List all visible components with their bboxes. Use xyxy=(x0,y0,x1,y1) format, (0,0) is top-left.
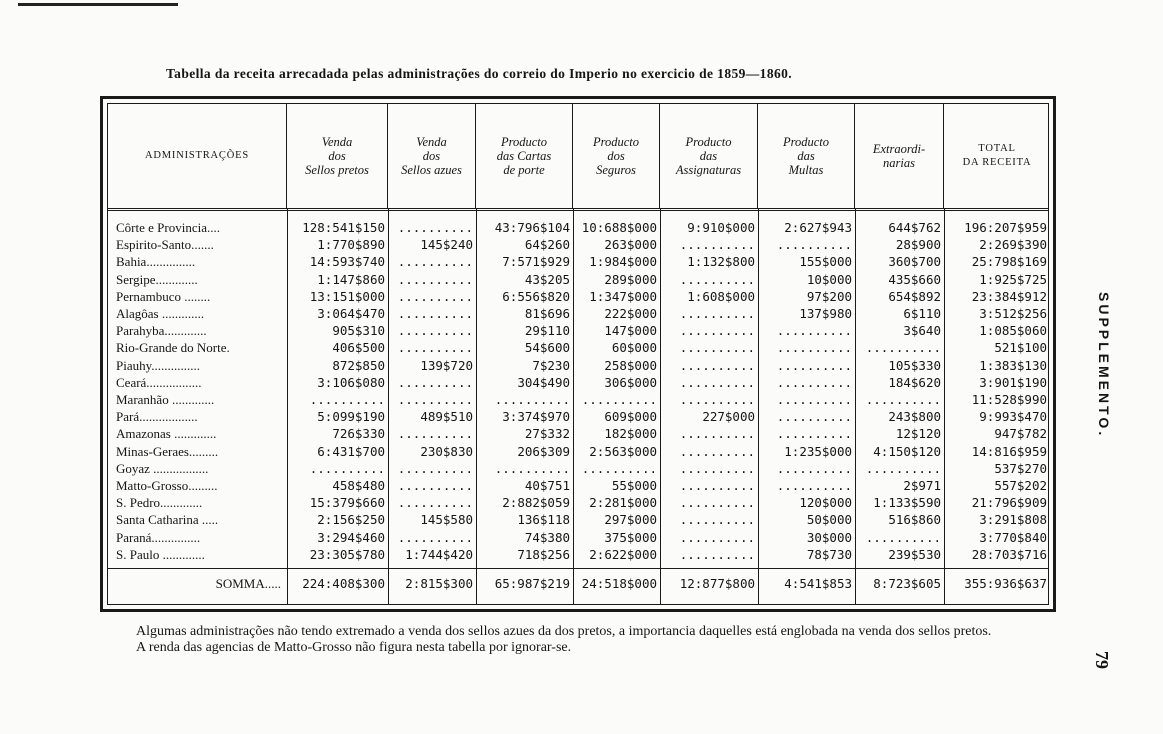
table-row xyxy=(108,340,1048,355)
table-row xyxy=(108,392,1048,407)
cell-extraordinarias: 3$640 xyxy=(903,323,941,339)
cell-total-receita: 21:796$909 xyxy=(971,495,1047,511)
cell-producto-multas: 97$200 xyxy=(806,288,852,304)
cell-total-receita: 521$100 xyxy=(994,340,1047,356)
cell-producto-multas: .......... xyxy=(776,392,852,407)
cell-total-receita: 1:925$725 xyxy=(979,271,1047,287)
cell-producto-assignaturas: 9:910$000 xyxy=(687,220,755,235)
cell-producto-seguros: 1:984$000 xyxy=(589,254,657,270)
page-title: Tabella da receita arrecadada pelas administrações do correio do Imperio no exercicio de 1859—1860. xyxy=(166,66,793,81)
cell-total-receita: 1:085$060 xyxy=(979,323,1047,339)
cell-administracoes: Ceará................. xyxy=(116,374,202,390)
cell-producto-multas: .......... xyxy=(776,357,852,373)
cell-administracoes: Pará.................. xyxy=(116,409,198,425)
header-double-rule xyxy=(108,210,1048,211)
table-row xyxy=(108,409,1048,424)
cell-producto-multas: 10$000 xyxy=(806,271,852,287)
cell-producto-assignaturas: .......... xyxy=(679,478,755,493)
cell-total-receita: 14:816$959 xyxy=(971,443,1047,459)
cell-venda-sellos-azues: .......... xyxy=(397,306,473,321)
cell-administracoes: Côrte e Provincia.... xyxy=(116,220,220,235)
sum-venda-sellos-pretos: 224:408$300 xyxy=(302,576,385,591)
column-rule xyxy=(388,208,389,604)
cell-producto-multas: 2:627$943 xyxy=(784,220,852,235)
cell-extraordinarias: .......... xyxy=(865,392,941,407)
cell-total-receita: 3:901$190 xyxy=(979,374,1047,390)
column-rule xyxy=(855,208,856,604)
cell-producto-seguros: 55$000 xyxy=(611,478,657,493)
cell-producto-cartas-porte: 7$230 xyxy=(532,357,570,373)
cell-extraordinarias: .......... xyxy=(865,340,941,356)
cell-venda-sellos-azues: .......... xyxy=(397,271,473,287)
cell-extraordinarias: 435$660 xyxy=(888,271,941,287)
cell-producto-multas: .......... xyxy=(776,374,852,390)
table-row xyxy=(108,512,1048,527)
cell-producto-cartas-porte: 27$332 xyxy=(524,426,570,442)
summary-row xyxy=(108,568,1048,599)
cell-producto-assignaturas: .......... xyxy=(679,357,755,373)
cell-extraordinarias: .......... xyxy=(865,529,941,545)
footnote-2: A renda das agencias de Matto-Grosso não figura nesta tabella por ignorar-se. xyxy=(136,640,572,655)
cell-total-receita: 23:384$912 xyxy=(971,288,1047,304)
column-rule xyxy=(287,208,288,604)
cell-administracoes: S. Paulo ............. xyxy=(116,546,205,562)
cell-producto-multas: 120$000 xyxy=(799,495,852,511)
header-producto-seguros xyxy=(573,104,660,208)
table-row xyxy=(108,220,1048,235)
cell-producto-multas: .......... xyxy=(776,237,852,253)
cell-total-receita: 9:993$470 xyxy=(979,409,1047,425)
cell-venda-sellos-pretos: 458$480 xyxy=(332,478,385,493)
table-row xyxy=(108,444,1048,459)
cell-producto-multas: .......... xyxy=(776,409,852,425)
cell-total-receita: 196:207$959 xyxy=(964,220,1047,235)
cell-producto-assignaturas: .......... xyxy=(679,426,755,442)
cell-producto-multas: .......... xyxy=(776,478,852,493)
cell-venda-sellos-pretos: 1:770$890 xyxy=(317,237,385,253)
cell-producto-assignaturas: .......... xyxy=(679,306,755,321)
cell-administracoes: Paraná............... xyxy=(116,529,201,545)
cell-producto-seguros: 263$000 xyxy=(604,237,657,253)
cell-venda-sellos-pretos: .......... xyxy=(309,460,385,476)
cell-producto-multas: .......... xyxy=(776,460,852,476)
cell-venda-sellos-azues: .......... xyxy=(397,340,473,356)
column-rule xyxy=(476,208,477,604)
cell-venda-sellos-pretos: 726$330 xyxy=(332,426,385,442)
cell-venda-sellos-pretos: 3:294$460 xyxy=(317,529,385,545)
cell-total-receita: 537$270 xyxy=(994,460,1047,476)
cell-producto-assignaturas: .......... xyxy=(679,546,755,562)
table-row xyxy=(108,272,1048,287)
cell-producto-assignaturas: .......... xyxy=(679,374,755,390)
cell-administracoes: Minas-Geraes......... xyxy=(116,443,219,459)
cell-venda-sellos-azues: .......... xyxy=(397,288,473,304)
cell-total-receita: 557$202 xyxy=(994,478,1047,493)
cell-administracoes: Bahia............... xyxy=(116,254,196,270)
header-label: Venda dos Sellos pretos xyxy=(305,135,369,177)
cell-venda-sellos-azues: .......... xyxy=(397,460,473,476)
cell-producto-seguros: 297$000 xyxy=(604,512,657,528)
table-row xyxy=(108,461,1048,476)
cell-extraordinarias: 28$900 xyxy=(895,237,941,253)
cell-producto-cartas-porte: 54$600 xyxy=(524,340,570,356)
cell-extraordinarias: 2$971 xyxy=(903,478,941,493)
cell-administracoes: Espirito-Santo....... xyxy=(116,237,214,253)
header-extraordinarias xyxy=(855,104,944,208)
cell-producto-cartas-porte: .......... xyxy=(494,460,570,476)
cell-venda-sellos-azues: .......... xyxy=(397,495,473,511)
cell-extraordinarias: 360$700 xyxy=(888,254,941,270)
cell-producto-cartas-porte: 7:571$929 xyxy=(502,254,570,270)
cell-producto-assignaturas: .......... xyxy=(679,495,755,511)
cell-producto-seguros: 60$000 xyxy=(611,340,657,356)
cell-producto-cartas-porte: 74$380 xyxy=(524,529,570,545)
cell-producto-cartas-porte: 6:556$820 xyxy=(502,288,570,304)
cell-total-receita: 947$782 xyxy=(994,426,1047,442)
cell-venda-sellos-azues: .......... xyxy=(397,220,473,235)
cell-producto-cartas-porte: 43:796$104 xyxy=(494,220,570,235)
cell-total-receita: 25:798$169 xyxy=(971,254,1047,270)
column-rule xyxy=(573,208,574,604)
cell-producto-assignaturas: 1:132$800 xyxy=(687,254,755,270)
table-inner xyxy=(107,103,1049,605)
header-venda-sellos-azues xyxy=(388,104,476,208)
cell-total-receita: 2:269$390 xyxy=(979,237,1047,253)
cell-producto-cartas-porte: 81$696 xyxy=(524,306,570,321)
cell-total-receita: 3:512$256 xyxy=(979,306,1047,321)
table-row xyxy=(108,547,1048,562)
cell-producto-multas: 78$730 xyxy=(806,546,852,562)
table-row xyxy=(108,426,1048,441)
cell-administracoes: Sergipe............. xyxy=(116,271,198,287)
cell-extraordinarias: 184$620 xyxy=(888,374,941,390)
cell-producto-assignaturas: .......... xyxy=(679,443,755,459)
cell-producto-cartas-porte: 304$490 xyxy=(517,374,570,390)
cell-extraordinarias: 516$860 xyxy=(888,512,941,528)
sum-administracoes: SOMMA..... xyxy=(215,576,281,591)
cell-total-receita: 28:703$716 xyxy=(971,546,1047,562)
cell-venda-sellos-azues: .......... xyxy=(397,478,473,493)
header-label: Venda dos Sellos azues xyxy=(401,135,462,177)
table-row xyxy=(108,530,1048,545)
footnotes xyxy=(100,624,1050,656)
cell-producto-assignaturas: .......... xyxy=(679,271,755,287)
header-label: ADMINISTRAÇÕES xyxy=(145,150,249,161)
cell-producto-seguros: 2:622$000 xyxy=(589,546,657,562)
cell-venda-sellos-pretos: 3:106$080 xyxy=(317,374,385,390)
cell-extraordinarias: 1:133$590 xyxy=(873,495,941,511)
table-row xyxy=(108,478,1048,493)
cell-venda-sellos-azues: 1:744$420 xyxy=(405,546,473,562)
cell-producto-assignaturas: 227$000 xyxy=(702,409,755,425)
header-producto-multas xyxy=(758,104,855,208)
cell-producto-assignaturas: .......... xyxy=(679,323,755,339)
cell-venda-sellos-pretos: 15:379$660 xyxy=(309,495,385,511)
cell-producto-multas: 30$000 xyxy=(806,529,852,545)
cell-producto-cartas-porte: 29$110 xyxy=(524,323,570,339)
cell-producto-seguros: 306$000 xyxy=(604,374,657,390)
top-rule xyxy=(18,3,178,6)
cell-extraordinarias: 243$800 xyxy=(888,409,941,425)
cell-producto-cartas-porte: 43$205 xyxy=(524,271,570,287)
cell-venda-sellos-pretos: 14:593$740 xyxy=(309,254,385,270)
cell-producto-seguros: 375$000 xyxy=(604,529,657,545)
cell-producto-multas: .......... xyxy=(776,340,852,356)
cell-producto-multas: 1:235$000 xyxy=(784,443,852,459)
cell-venda-sellos-azues: .......... xyxy=(397,323,473,339)
column-rule xyxy=(944,208,945,604)
cell-extraordinarias: 4:150$120 xyxy=(873,443,941,459)
cell-producto-seguros: 258$000 xyxy=(604,357,657,373)
cell-extraordinarias: 12$120 xyxy=(895,426,941,442)
header-label: Producto das Cartas de porte xyxy=(496,135,552,177)
cell-producto-seguros: 2:563$000 xyxy=(589,443,657,459)
column-rule xyxy=(758,208,759,604)
cell-producto-multas: .......... xyxy=(776,323,852,339)
page-number: 79 xyxy=(1092,651,1112,669)
cell-producto-seguros: .......... xyxy=(581,460,657,476)
cell-venda-sellos-pretos: 1:147$860 xyxy=(317,271,385,287)
cell-venda-sellos-pretos: 2:156$250 xyxy=(317,512,385,528)
cell-total-receita: 11:528$990 xyxy=(971,392,1047,407)
table-row xyxy=(108,323,1048,338)
cell-producto-assignaturas: .......... xyxy=(679,340,755,356)
cell-producto-seguros: 609$000 xyxy=(604,409,657,425)
cell-producto-seguros: 10:688$000 xyxy=(581,220,657,235)
table-row xyxy=(108,358,1048,373)
cell-producto-multas: .......... xyxy=(776,426,852,442)
cell-extraordinarias: 654$892 xyxy=(888,288,941,304)
cell-administracoes: Piauhy............... xyxy=(116,357,201,373)
cell-total-receita: 1:383$130 xyxy=(979,357,1047,373)
sum-producto-seguros: 24:518$000 xyxy=(581,576,657,591)
cell-venda-sellos-azues: 139$720 xyxy=(420,357,473,373)
cell-producto-seguros: .......... xyxy=(581,392,657,407)
cell-producto-multas: 50$000 xyxy=(806,512,852,528)
cell-total-receita: 3:770$840 xyxy=(979,529,1047,545)
header-producto-cartas-porte xyxy=(476,104,573,208)
cell-venda-sellos-azues: .......... xyxy=(397,392,473,407)
cell-producto-assignaturas: .......... xyxy=(679,460,755,476)
cell-producto-multas: 155$000 xyxy=(799,254,852,270)
cell-administracoes: Goyaz ................. xyxy=(116,460,209,476)
cell-producto-seguros: 147$000 xyxy=(604,323,657,339)
cell-producto-assignaturas: .......... xyxy=(679,512,755,528)
cell-administracoes: Parahyba............. xyxy=(116,323,207,339)
sum-producto-multas: 4:541$853 xyxy=(784,576,852,591)
cell-extraordinarias: .......... xyxy=(865,460,941,476)
cell-venda-sellos-pretos: 13:151$000 xyxy=(309,288,385,304)
cell-extraordinarias: 105$330 xyxy=(888,357,941,373)
cell-venda-sellos-pretos: 872$850 xyxy=(332,357,385,373)
cell-administracoes: Rio-Grande do Norte. xyxy=(116,340,230,356)
header-label: TOTAL DA RECEITA xyxy=(962,143,1032,168)
cell-producto-cartas-porte: 136$118 xyxy=(517,512,570,528)
cell-venda-sellos-azues: .......... xyxy=(397,254,473,270)
header-administracoes xyxy=(108,104,287,208)
sum-venda-sellos-azues: 2:815$300 xyxy=(405,576,473,591)
cell-extraordinarias: 6$110 xyxy=(903,306,941,321)
sum-extraordinarias: 8:723$605 xyxy=(873,576,941,591)
cell-producto-cartas-porte: 718$256 xyxy=(517,546,570,562)
header-label: Extraordi- narias xyxy=(872,142,926,170)
header-venda-sellos-pretos xyxy=(287,104,388,208)
footnote-1: Algumas administrações não tendo extremado a venda dos sellos azues da dos pretos, a importancia daquelles está englobada na venda dos sellos pretos. xyxy=(136,624,992,639)
cell-producto-cartas-porte: 64$260 xyxy=(524,237,570,253)
cell-producto-assignaturas: .......... xyxy=(679,237,755,253)
cell-producto-cartas-porte: 3:374$970 xyxy=(502,409,570,425)
cell-venda-sellos-pretos: 128:541$150 xyxy=(302,220,385,235)
cell-producto-seguros: 2:281$000 xyxy=(589,495,657,511)
cell-venda-sellos-pretos: .......... xyxy=(309,392,385,407)
header-label: Producto das Assignaturas xyxy=(675,135,742,177)
sum-total-receita: 355:936$637 xyxy=(964,576,1047,591)
receita-table xyxy=(100,96,1056,612)
cell-venda-sellos-azues: .......... xyxy=(397,529,473,545)
table-row xyxy=(108,375,1048,390)
cell-venda-sellos-pretos: 406$500 xyxy=(332,340,385,356)
column-rule xyxy=(660,208,661,604)
cell-producto-assignaturas: .......... xyxy=(679,392,755,407)
cell-venda-sellos-azues: .......... xyxy=(397,374,473,390)
table-row xyxy=(108,289,1048,304)
cell-venda-sellos-azues: 145$240 xyxy=(420,237,473,253)
table-row xyxy=(108,237,1048,252)
cell-producto-seguros: 182$000 xyxy=(604,426,657,442)
cell-producto-cartas-porte: 2:882$059 xyxy=(502,495,570,511)
cell-extraordinarias: 644$762 xyxy=(888,220,941,235)
cell-producto-cartas-porte: 40$751 xyxy=(524,478,570,493)
cell-extraordinarias: 239$530 xyxy=(888,546,941,562)
sum-producto-cartas-porte: 65:987$219 xyxy=(494,576,570,591)
cell-venda-sellos-pretos: 5:099$190 xyxy=(317,409,385,425)
cell-venda-sellos-pretos: 3:064$470 xyxy=(317,306,385,321)
cell-venda-sellos-azues: 489$510 xyxy=(420,409,473,425)
header-producto-assignaturas xyxy=(660,104,758,208)
side-label: SUPPLEMENTO. xyxy=(1096,291,1112,439)
cell-administracoes: Alagôas ............. xyxy=(116,306,205,321)
cell-venda-sellos-pretos: 905$310 xyxy=(332,323,385,339)
cell-administracoes: Amazonas ............. xyxy=(116,426,217,442)
cell-administracoes: Santa Catharina ..... xyxy=(116,512,219,528)
table-row xyxy=(108,254,1048,269)
cell-venda-sellos-azues: 230$830 xyxy=(420,443,473,459)
table-row xyxy=(108,495,1048,510)
cell-venda-sellos-pretos: 6:431$700 xyxy=(317,443,385,459)
cell-total-receita: 3:291$808 xyxy=(979,512,1047,528)
cell-administracoes: S. Pedro............. xyxy=(116,495,203,511)
cell-producto-multas: 137$980 xyxy=(799,306,852,321)
cell-venda-sellos-pretos: 23:305$780 xyxy=(309,546,385,562)
cell-administracoes: Maranhão ............. xyxy=(116,392,215,407)
cell-venda-sellos-azues: 145$580 xyxy=(420,512,473,528)
cell-administracoes: Pernambuco ........ xyxy=(116,288,211,304)
header-label: Producto das Multas xyxy=(782,135,830,177)
cell-producto-assignaturas: 1:608$000 xyxy=(687,288,755,304)
sum-producto-assignaturas: 12:877$800 xyxy=(679,576,755,591)
cell-producto-seguros: 289$000 xyxy=(604,271,657,287)
cell-producto-seguros: 222$000 xyxy=(604,306,657,321)
table-header xyxy=(108,104,1048,209)
cell-producto-cartas-porte: 206$309 xyxy=(517,443,570,459)
cell-venda-sellos-azues: .......... xyxy=(397,426,473,442)
cell-producto-cartas-porte: .......... xyxy=(494,392,570,407)
table-row xyxy=(108,306,1048,321)
header-total-receita xyxy=(944,104,1050,208)
header-label: Producto dos Seguros xyxy=(592,135,640,177)
cell-producto-assignaturas: .......... xyxy=(679,529,755,545)
cell-producto-seguros: 1:347$000 xyxy=(589,288,657,304)
cell-administracoes: Matto-Grosso......... xyxy=(116,478,218,493)
